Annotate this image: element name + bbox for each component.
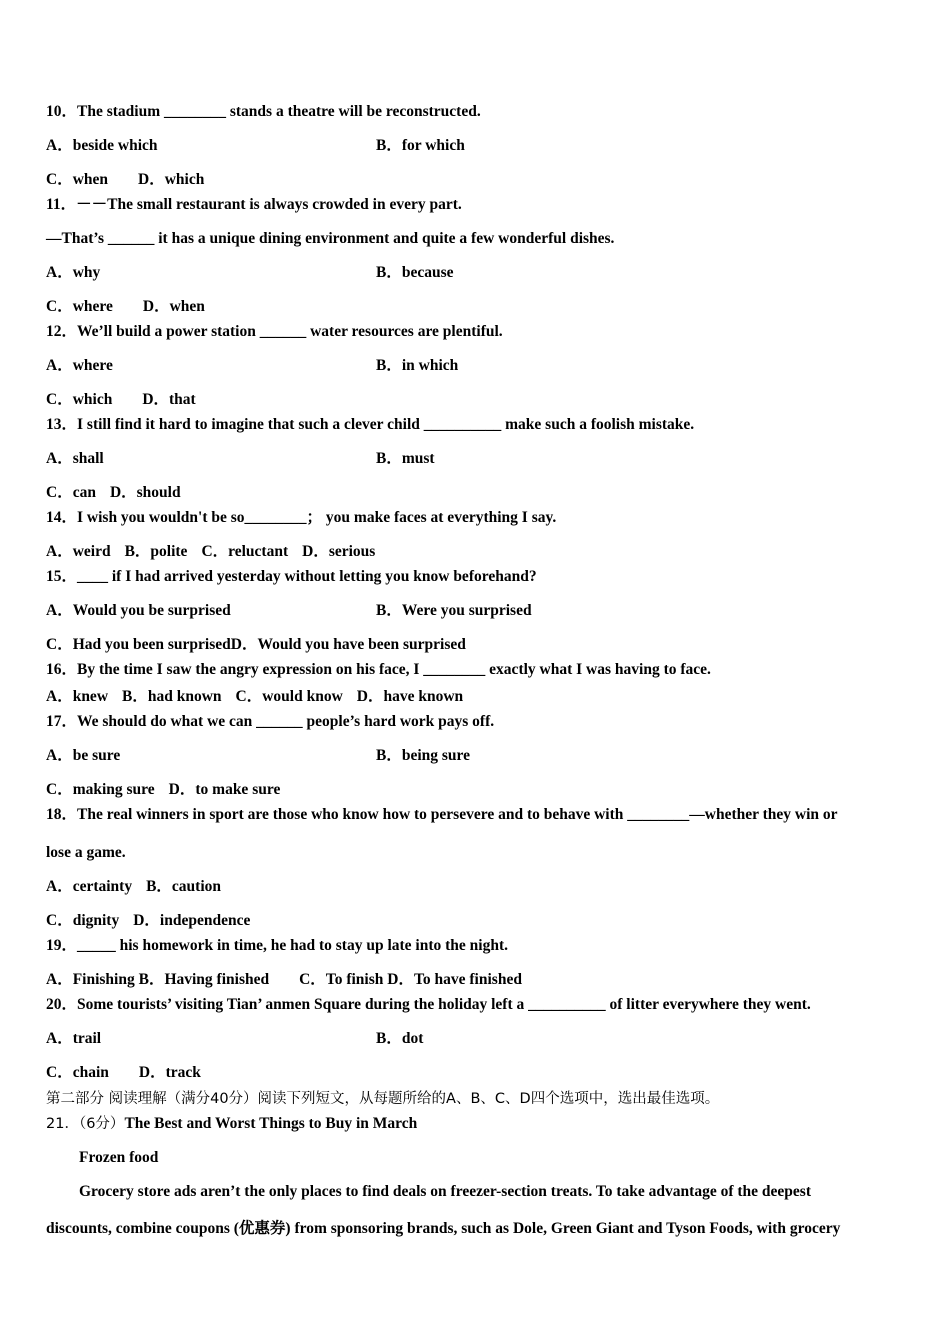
option-d: D．track — [138, 1064, 201, 1081]
question-14-options — [46, 542, 375, 562]
option-c: C．where — [46, 298, 113, 315]
option-c: C．chain — [46, 1064, 109, 1081]
option-a: A．knew — [46, 688, 109, 705]
option-a: A．weird — [46, 543, 111, 560]
option-b: B．Having finished — [138, 971, 270, 988]
question-19-stem: 19．_____ his homework in time, he had to stay up late into the night. — [46, 937, 509, 954]
option-d: D．when — [142, 298, 205, 315]
passage-line-1: Grocery store ads aren’t the only places to find deals on freezer-section treats. To take advantage of the deepest — [79, 1183, 811, 1200]
question-12-stem: 12．We’ll build a power station ______ water resources are plentiful. — [46, 323, 503, 340]
question-16-options — [46, 687, 463, 707]
option-c: C．which — [46, 391, 113, 408]
option-b: B．being sure — [376, 747, 471, 764]
passage-title: The Best and Worst Things to Buy in March — [124, 1115, 418, 1132]
question-18-stem-cont: lose a game. — [46, 844, 126, 861]
option-b: B．Were you surprised — [376, 602, 532, 619]
option-c: C．To finish — [299, 971, 384, 988]
question-10-options-row1 — [46, 136, 465, 156]
question-20-stem: 20．Some tourists’ visiting Tian’ anmen Square during the holiday left a __________ of litter everywhere they went. — [46, 996, 811, 1013]
option-a: A．be sure — [46, 747, 121, 764]
option-d: D．should — [109, 484, 181, 501]
question-18-options-row1 — [46, 877, 221, 897]
option-a: A．Finishing — [46, 971, 135, 988]
question-15-options-row1 — [46, 601, 532, 621]
option-d: D．which — [138, 171, 205, 188]
question-13-options-row1 — [46, 449, 435, 469]
question-18-stem: 18．The real winners in sport are those who know how to persevere and to behave with ________—whether they win or — [46, 806, 838, 823]
option-b: B．polite — [124, 543, 188, 560]
option-b: B．had known — [122, 688, 222, 705]
option-d: D．Would you have been surprised — [230, 636, 466, 653]
option-a: A．certainty — [46, 878, 133, 895]
option-d: D．have known — [356, 688, 464, 705]
question-15-stem: 15．____ if I had arrived yesterday without letting you know beforehand? — [46, 568, 537, 585]
option-c: C．would know — [235, 688, 343, 705]
question-13-stem: 13．I still find it hard to imagine that such a clever child __________ make such a foolish mistake. — [46, 416, 695, 433]
question-17-stem: 17．We should do what we can ______ people’s hard work pays off. — [46, 713, 495, 730]
question-11-stem-reply: —That’s ______ it has a unique dining environment and quite a few wonderful dishes. — [46, 230, 615, 247]
option-c: C．making sure — [46, 781, 155, 798]
option-c: C．when — [46, 171, 109, 188]
question-16-stem: 16．By the time I saw the angry expression on his face, I ________ exactly what I was having to face. — [46, 661, 711, 678]
question-18-options-row2 — [46, 911, 250, 931]
question-15-options-row2 — [46, 635, 466, 655]
question-11-stem: 11．－－The small restaurant is always crowded in every part. — [46, 196, 462, 213]
option-a: A．where — [46, 357, 113, 374]
option-d: D．serious — [302, 543, 376, 560]
question-11-options-row2 — [46, 297, 205, 317]
question-21-title — [46, 1114, 417, 1134]
question-13-options-row2 — [46, 483, 181, 503]
option-d: D．independence — [133, 912, 251, 929]
question-10-options-row2 — [46, 170, 204, 190]
option-b: B．for which — [376, 137, 465, 154]
question-20-options-row2 — [46, 1063, 201, 1083]
option-b: B．dot — [376, 1030, 424, 1047]
option-a: A．beside which — [46, 137, 158, 154]
question-12-options-row1 — [46, 356, 459, 376]
question-14-stem: 14．I wish you wouldn't be so________； you make faces at everything I say. — [46, 509, 557, 526]
option-a: A．shall — [46, 450, 104, 467]
question-20-options-row1 — [46, 1029, 424, 1049]
question-21-number: 21．（6分） — [46, 1116, 125, 1132]
option-a: A．trail — [46, 1030, 102, 1047]
option-c: C．reluctant — [201, 543, 289, 560]
option-d: D．to make sure — [168, 781, 281, 798]
part2-heading: 第二部分 阅读理解（满分40分）阅读下列短文，从每题所给的A、B、C、D四个选项中，选出最佳选项。 — [46, 1091, 720, 1107]
question-19-options — [46, 970, 522, 990]
option-d: D．that — [142, 391, 196, 408]
question-10-stem: 10．The stadium ________ stands a theatre will be reconstructed. — [46, 103, 481, 120]
option-b: B．caution — [146, 878, 222, 895]
passage-subheading: Frozen food — [79, 1149, 159, 1166]
option-b: B．must — [376, 450, 435, 467]
option-a: A．why — [46, 264, 101, 281]
question-12-options-row2 — [46, 390, 196, 410]
option-c: C．dignity — [46, 912, 120, 929]
option-c: C．can — [46, 484, 96, 501]
option-a: A．Would you be surprised — [46, 602, 231, 619]
option-c: C．Had you been surprised — [46, 636, 231, 653]
question-17-options-row1 — [46, 746, 471, 766]
option-b: B．because — [376, 264, 454, 281]
question-17-options-row2 — [46, 780, 280, 800]
option-b: B．in which — [376, 357, 459, 374]
option-d: D．To have finished — [387, 971, 522, 988]
question-11-options-row1 — [46, 263, 454, 283]
passage-line-2: discounts, combine coupons (优惠券) from sponsoring brands, such as Dole, Green Giant and Tyson Foods, with grocery — [46, 1220, 841, 1237]
